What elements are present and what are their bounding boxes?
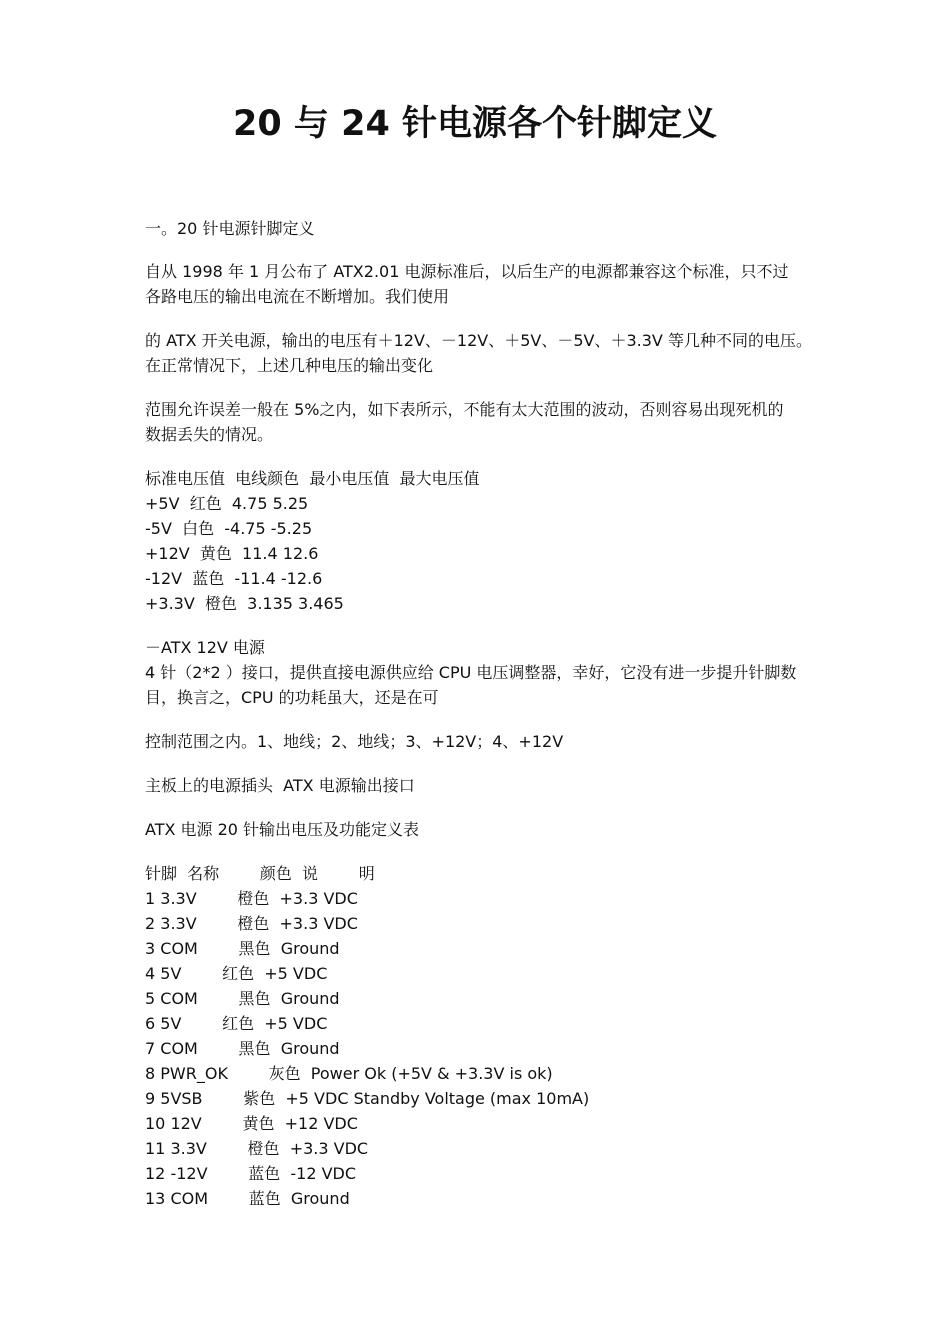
pin-table-row: 8 PWR_OK 灰色 Power Ok (+5V & +3.3V is ok)	[145, 1064, 553, 1083]
paragraph-line: 控制范围之内。1、地线；2、地线；3、+12V；4、+12V	[145, 732, 564, 751]
pin-table-row: 5 COM 黑色 Ground	[145, 989, 340, 1008]
pin-table-row: 4 5V 红色 +5 VDC	[145, 964, 328, 983]
pin-table-title: ATX 电源 20 针输出电压及功能定义表	[145, 820, 420, 839]
page-title: 20 与 24 针电源各个针脚定义	[233, 104, 717, 144]
voltage-table-row: -5V 白色 -4.75 -5.25	[145, 519, 313, 538]
voltage-table-row: +5V 红色 4.75 5.25	[145, 494, 309, 513]
pin-table-row: 7 COM 黑色 Ground	[145, 1039, 340, 1058]
paragraph-line: 主板上的电源插头 ATX 电源输出接口	[145, 776, 415, 795]
paragraph-line: 自从 1998 年 1 月公布了 ATX2.01 电源标准后，以后生产的电源都兼容这个标准，只不过	[145, 262, 789, 281]
voltage-table-row: -12V 蓝色 -11.4 -12.6	[145, 569, 323, 588]
paragraph-line: 范围允许误差一般在 5%之内，如下表所示，不能有太大范围的波动，否则容易出现死机的	[145, 400, 784, 419]
paragraph-line: 的 ATX 开关电源，输出的电压有＋12V、－12V、＋5V、－5V、＋3.3V 等几种不同的电压。	[145, 331, 812, 350]
pin-table-row: 3 COM 黑色 Ground	[145, 939, 340, 958]
pin-table-row: 13 COM 蓝色 Ground	[145, 1189, 350, 1208]
pin-table-row: 6 5V 红色 +5 VDC	[145, 1014, 328, 1033]
voltage-table-row: +3.3V 橙色 3.135 3.465	[145, 594, 344, 613]
paragraph-line: 各路电压的输出电流在不断增加。我们使用	[145, 287, 450, 306]
pin-table-row: 11 3.3V 橙色 +3.3 VDC	[145, 1139, 369, 1158]
paragraph-line: 数据丢失的情况。	[145, 425, 274, 444]
pin-table-row: 2 3.3V 橙色 +3.3 VDC	[145, 914, 358, 933]
pin-table-row: 12 -12V 蓝色 -12 VDC	[145, 1164, 357, 1183]
pin-table-row: 1 3.3V 橙色 +3.3 VDC	[145, 889, 358, 908]
paragraph-line: 在正常情况下，上述几种电压的输出变化	[145, 356, 434, 375]
pin-table-header: 针脚 名称 颜色 说 明	[145, 864, 375, 883]
voltage-table-header: 标准电压值 电线颜色 最小电压值 最大电压值	[145, 469, 480, 488]
pin-table-row: 10 12V 黄色 +12 VDC	[145, 1114, 358, 1133]
atx12v-heading: －ATX 12V 电源	[145, 638, 265, 657]
section-heading: 一。20 针电源针脚定义	[145, 219, 315, 238]
voltage-table-row: +12V 黄色 11.4 12.6	[145, 544, 319, 563]
paragraph-line: 4 针（2*2 ）接口，提供直接电源供应给 CPU 电压调整器，幸好，它没有进一步提升针脚数	[145, 663, 797, 682]
paragraph-line: 目，换言之，CPU 的功耗虽大，还是在可	[145, 688, 439, 707]
pin-table-row: 9 5VSB 紫色 +5 VDC Standby Voltage (max 10mA)	[145, 1089, 590, 1108]
